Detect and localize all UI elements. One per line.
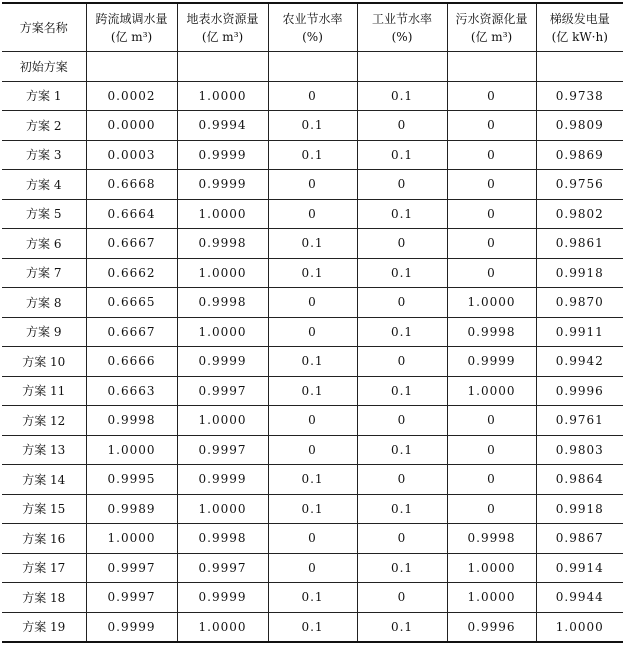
value-cell: 0.9997 [86,553,177,583]
value-cell: 0 [357,406,447,436]
scheme-name-cell: 方案 6 [2,229,86,259]
value-cell: 0.0000 [86,111,177,141]
value-cell: 0.9999 [177,583,268,613]
value-cell: 0 [447,258,536,288]
table-row [2,288,623,318]
value-cell: 0 [268,524,357,554]
value-cell: 0.1 [268,229,357,259]
value-cell: 0 [447,81,536,111]
table-row [2,81,623,111]
value-cell: 0 [447,229,536,259]
value-cell: 0.1 [268,376,357,406]
value-cell: 0 [268,81,357,111]
table-row [2,524,623,554]
value-cell: 0.9803 [536,435,623,465]
column-header-unit: (%) [302,29,323,44]
value-cell: 0.1 [357,81,447,111]
scheme-name-cell: 方案 5 [2,199,86,229]
value-cell: 0.1 [357,199,447,229]
column-header-unit: (亿 m³) [470,29,513,44]
value-cell [177,52,268,82]
value-cell: 0.6663 [86,376,177,406]
column-header [536,3,623,52]
value-cell [447,52,536,82]
value-cell: 0.1 [268,140,357,170]
column-header-unit: (亿 kW·h) [551,29,608,44]
value-cell: 0.9761 [536,406,623,436]
value-cell [86,52,177,82]
value-cell: 0.9918 [536,494,623,524]
value-cell: 0.1 [357,435,447,465]
scheme-name-cell: 方案 18 [2,583,86,613]
value-cell: 0.9999 [177,347,268,377]
value-cell: 0.1 [357,258,447,288]
value-cell: 1.0000 [177,494,268,524]
value-cell: 0 [447,111,536,141]
value-cell: 1.0000 [536,612,623,642]
value-cell: 0 [357,111,447,141]
value-cell: 0.9996 [447,612,536,642]
value-cell: 0.9998 [447,317,536,347]
value-cell: 0 [268,170,357,200]
value-cell: 0.1 [357,553,447,583]
value-cell: 0 [268,406,357,436]
value-cell: 0 [357,170,447,200]
value-cell: 0.0003 [86,140,177,170]
value-cell: 0.1 [268,465,357,495]
scheme-name-cell: 方案 10 [2,347,86,377]
table-row [2,258,623,288]
value-cell: 0.9861 [536,229,623,259]
value-cell: 0.1 [357,612,447,642]
value-cell: 0.9999 [86,612,177,642]
value-cell: 0.1 [357,376,447,406]
column-header-unit: (亿 m³) [110,29,153,44]
table-row [2,199,623,229]
value-cell: 0.9997 [177,435,268,465]
value-cell: 0.9997 [177,376,268,406]
value-cell: 1.0000 [177,81,268,111]
value-cell: 0.6666 [86,347,177,377]
value-cell: 0.1 [268,583,357,613]
column-header [86,3,177,52]
scheme-table [2,2,623,643]
value-cell: 0.1 [357,317,447,347]
value-cell: 0.0002 [86,81,177,111]
value-cell: 0.9802 [536,199,623,229]
column-header-unit: (亿 m³) [201,29,244,44]
value-cell: 0.9867 [536,524,623,554]
value-cell: 0 [268,435,357,465]
value-cell: 1.0000 [447,553,536,583]
value-cell: 0.9738 [536,81,623,111]
value-cell: 0.9999 [177,140,268,170]
scheme-name-cell: 初始方案 [2,52,86,82]
value-cell: 1.0000 [447,376,536,406]
value-cell: 1.0000 [447,288,536,318]
value-cell: 0.9911 [536,317,623,347]
value-cell: 0.9996 [536,376,623,406]
scheme-name-cell: 方案 16 [2,524,86,554]
scheme-name-cell: 方案 11 [2,376,86,406]
value-cell: 1.0000 [177,258,268,288]
table-header [2,3,623,52]
column-header-title: 地表水资源量 [186,11,259,26]
value-cell: 0.9998 [177,288,268,318]
value-cell: 0 [447,465,536,495]
value-cell: 0 [447,494,536,524]
value-cell: 0 [357,347,447,377]
value-cell: 1.0000 [177,612,268,642]
value-cell: 0 [357,583,447,613]
column-header-title: 污水资源化量 [455,11,528,26]
value-cell: 1.0000 [86,435,177,465]
scheme-name-cell: 方案 12 [2,406,86,436]
value-cell: 0.1 [268,494,357,524]
table-row [2,612,623,642]
value-cell: 0.6664 [86,199,177,229]
value-cell: 0.9998 [447,524,536,554]
table-row [2,583,623,613]
value-cell: 0.1 [268,111,357,141]
value-cell: 0.9997 [177,553,268,583]
value-cell: 0.9809 [536,111,623,141]
table-row [2,347,623,377]
value-cell: 0.9997 [86,583,177,613]
scheme-name-cell: 方案 15 [2,494,86,524]
value-cell: 0.9989 [86,494,177,524]
value-cell: 0.1 [357,140,447,170]
value-cell: 0 [357,229,447,259]
value-cell: 0 [447,140,536,170]
value-cell: 0 [268,288,357,318]
value-cell: 1.0000 [177,406,268,436]
value-cell: 0.1 [268,612,357,642]
value-cell: 0 [447,199,536,229]
value-cell: 0 [447,406,536,436]
scheme-name-cell: 方案 7 [2,258,86,288]
table-row [2,465,623,495]
value-cell: 0 [447,435,536,465]
value-cell: 1.0000 [177,199,268,229]
value-cell: 1.0000 [447,583,536,613]
value-cell: 0.1 [268,258,357,288]
table-row [2,317,623,347]
value-cell: 0.9998 [177,229,268,259]
value-cell [357,52,447,82]
column-header-title: 梯级发电量 [549,11,610,26]
value-cell: 0 [268,199,357,229]
scheme-name-cell: 方案 9 [2,317,86,347]
column-header-title: 跨流域调水量 [95,11,168,26]
value-cell: 0 [357,465,447,495]
value-cell: 0.9999 [177,465,268,495]
table-row [2,494,623,524]
scheme-name-cell: 方案 14 [2,465,86,495]
value-cell [536,52,623,82]
table-row [2,170,623,200]
table-row [2,406,623,436]
table-row [2,52,623,82]
value-cell: 0.9999 [177,170,268,200]
value-cell [268,52,357,82]
table-row [2,435,623,465]
value-cell: 0.9944 [536,583,623,613]
value-cell: 0 [357,288,447,318]
value-cell: 0.9994 [177,111,268,141]
value-cell: 0.9914 [536,553,623,583]
scheme-name-cell: 方案 2 [2,111,86,141]
column-header-title: 工业节水率 [371,11,432,26]
value-cell: 0.9756 [536,170,623,200]
table-row [2,376,623,406]
value-cell: 0.1 [268,347,357,377]
value-cell: 0.1 [357,494,447,524]
scheme-name-cell: 方案 13 [2,435,86,465]
column-header-title: 方案名称 [19,20,68,35]
table-row [2,111,623,141]
value-cell: 0.9864 [536,465,623,495]
value-cell: 0 [357,524,447,554]
value-cell: 0.9998 [177,524,268,554]
value-cell: 0.9870 [536,288,623,318]
value-cell: 0.6662 [86,258,177,288]
scheme-name-cell: 方案 1 [2,81,86,111]
column-header-unit: (%) [391,29,413,44]
value-cell: 1.0000 [86,524,177,554]
value-cell: 0.6665 [86,288,177,318]
column-header-title: 农业节水率 [282,11,343,26]
value-cell: 0 [447,170,536,200]
value-cell: 0 [268,553,357,583]
column-header [357,3,447,52]
value-cell: 0.6667 [86,229,177,259]
scheme-name-cell: 方案 4 [2,170,86,200]
value-cell: 0.6667 [86,317,177,347]
column-header [447,3,536,52]
value-cell: 0.9869 [536,140,623,170]
value-cell: 0.9999 [447,347,536,377]
value-cell: 0.9918 [536,258,623,288]
value-cell: 1.0000 [177,317,268,347]
value-cell: 0.9942 [536,347,623,377]
scheme-name-cell: 方案 8 [2,288,86,318]
value-cell: 0 [268,317,357,347]
value-cell: 0.6668 [86,170,177,200]
scheme-name-cell: 方案 19 [2,612,86,642]
scheme-name-cell: 方案 3 [2,140,86,170]
value-cell: 0.9998 [86,406,177,436]
column-header [2,3,86,52]
table-row [2,140,623,170]
column-header [268,3,357,52]
table-row [2,553,623,583]
column-header [177,3,268,52]
scheme-name-cell: 方案 17 [2,553,86,583]
header-row [2,3,623,52]
table-row [2,229,623,259]
value-cell: 0.9995 [86,465,177,495]
table-body [2,52,623,643]
